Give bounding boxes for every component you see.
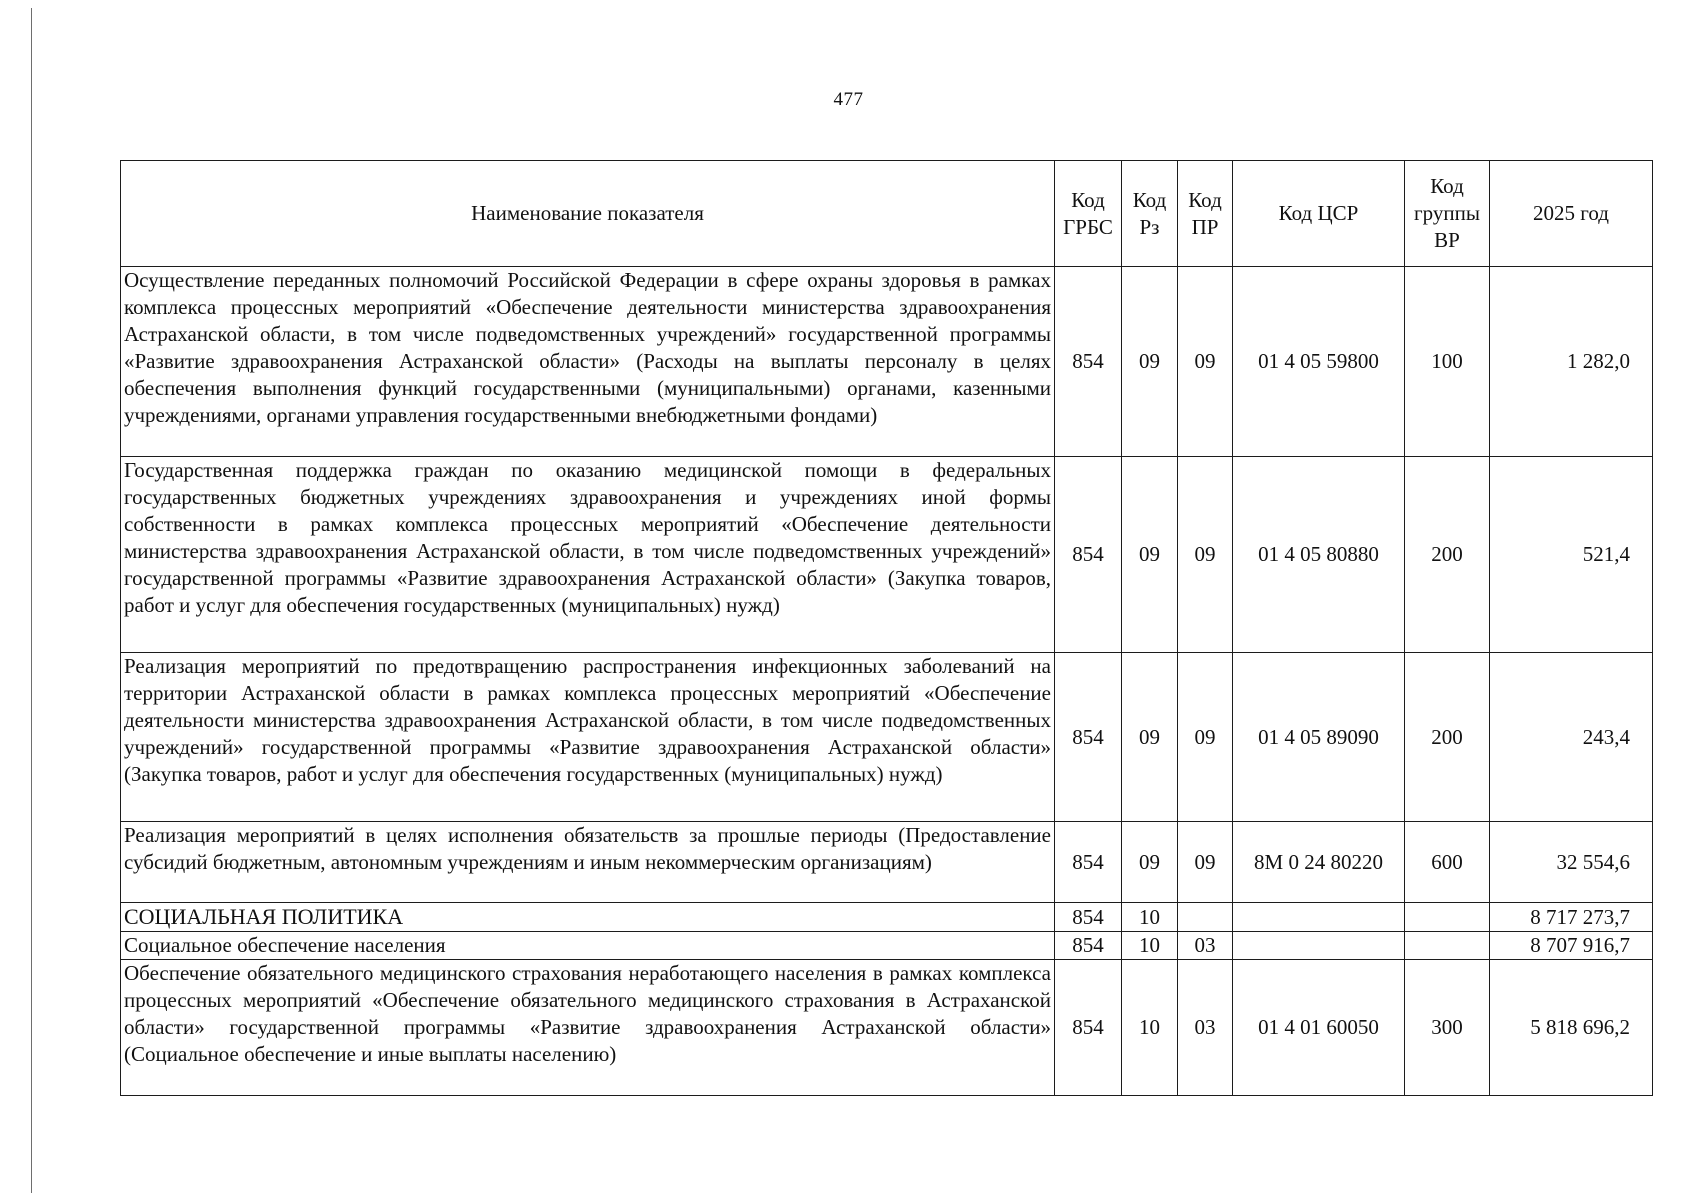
row-pr: 09 bbox=[1178, 457, 1233, 653]
row-csr: 01 4 05 59800 bbox=[1233, 267, 1405, 457]
row-name: Осуществление переданных полномочий Российской Федерации в сфере охраны здоровья в рамках комплекса процессных мероприятий «Обеспечение деятельности министерства здравоохранения Астраханской области, в том числе подведомственных учреждений» государственной программы «Развитие здравоохранения Астраханской области» (Расходы на выплаты персоналу в целях обеспечения выполнения функций государственными (муниципальными) органами, казенными учреждениями, органами управления государственными внебюджетными фондами) bbox=[121, 267, 1055, 457]
row-name: Социальное обеспечение населения bbox=[121, 932, 1055, 960]
row-name: Государственная поддержка граждан по оказанию медицинской помощи в федеральных государственных бюджетных учреждениях здравоохранения и учреждениях иной формы собственности в рамках комплекса процессных мероприятий «Обеспечение деятельности министерства здравоохранения Астраханской области, в том числе подведомственных учреждений» государственной программы «Развитие здравоохранения Астраханской области» (Закупка товаров, работ и услуг для обеспечения государственных (муниципальных) нужд) bbox=[121, 457, 1055, 653]
header-vr: Код группы ВР bbox=[1405, 161, 1490, 267]
row-grbs: 854 bbox=[1055, 932, 1122, 960]
row-grbs: 854 bbox=[1055, 822, 1122, 903]
row-rz: 10 bbox=[1122, 932, 1178, 960]
row-pr: 09 bbox=[1178, 653, 1233, 822]
row-amount: 1 282,0 bbox=[1490, 267, 1653, 457]
row-vr: 300 bbox=[1405, 960, 1490, 1096]
table-row bbox=[121, 932, 1653, 960]
row-vr: 600 bbox=[1405, 822, 1490, 903]
row-csr: 01 4 05 80880 bbox=[1233, 457, 1405, 653]
row-vr: 100 bbox=[1405, 267, 1490, 457]
row-grbs: 854 bbox=[1055, 903, 1122, 932]
row-rz: 09 bbox=[1122, 457, 1178, 653]
row-amount: 243,4 bbox=[1490, 653, 1653, 822]
table-row bbox=[121, 267, 1653, 457]
row-grbs: 854 bbox=[1055, 267, 1122, 457]
header-grbs: Код ГРБС bbox=[1055, 161, 1122, 267]
row-pr: 03 bbox=[1178, 932, 1233, 960]
binding-margin-line bbox=[31, 8, 32, 1193]
row-vr: 200 bbox=[1405, 457, 1490, 653]
row-csr: 01 4 05 89090 bbox=[1233, 653, 1405, 822]
row-pr: 03 bbox=[1178, 960, 1233, 1096]
row-name: Реализация мероприятий в целях исполнения обязательств за прошлые периоды (Предоставление субсидий бюджетным, автономным учреждениям и иным некоммерческим организациям) bbox=[121, 822, 1055, 903]
row-pr: 09 bbox=[1178, 822, 1233, 903]
row-amount: 8 717 273,7 bbox=[1490, 903, 1653, 932]
row-csr bbox=[1233, 903, 1405, 932]
row-amount: 32 554,6 bbox=[1490, 822, 1653, 903]
header-csr: Код ЦСР bbox=[1233, 161, 1405, 267]
table-row bbox=[121, 822, 1653, 903]
row-rz: 09 bbox=[1122, 822, 1178, 903]
row-name: СОЦИАЛЬНАЯ ПОЛИТИКА bbox=[121, 903, 1055, 932]
row-name: Обеспечение обязательного медицинского страхования неработающего населения в рамках комплекса процессных мероприятий «Обеспечение обязательного медицинского страхования в Астраханской области» государственной программы «Развитие здравоохранения Астраханской области» (Социальное обеспечение и иные выплаты населению) bbox=[121, 960, 1055, 1096]
row-rz: 09 bbox=[1122, 653, 1178, 822]
row-vr bbox=[1405, 903, 1490, 932]
row-grbs: 854 bbox=[1055, 960, 1122, 1096]
row-pr: 09 bbox=[1178, 267, 1233, 457]
table-row bbox=[121, 653, 1653, 822]
row-csr bbox=[1233, 932, 1405, 960]
header-year: 2025 год bbox=[1490, 161, 1653, 267]
row-amount: 5 818 696,2 bbox=[1490, 960, 1653, 1096]
header-rz: Код Рз bbox=[1122, 161, 1178, 267]
table-row bbox=[121, 457, 1653, 653]
table-header-row bbox=[121, 161, 1653, 267]
row-csr: 01 4 01 60050 bbox=[1233, 960, 1405, 1096]
budget-table bbox=[120, 160, 1653, 1096]
row-rz: 09 bbox=[1122, 267, 1178, 457]
header-pr: Код ПР bbox=[1178, 161, 1233, 267]
row-rz: 10 bbox=[1122, 960, 1178, 1096]
row-pr bbox=[1178, 903, 1233, 932]
row-vr bbox=[1405, 932, 1490, 960]
row-amount: 8 707 916,7 bbox=[1490, 932, 1653, 960]
table-row bbox=[121, 903, 1653, 932]
header-name: Наименование показателя bbox=[121, 161, 1055, 267]
row-rz: 10 bbox=[1122, 903, 1178, 932]
row-grbs: 854 bbox=[1055, 457, 1122, 653]
page-number: 477 bbox=[833, 89, 864, 110]
row-csr: 8М 0 24 80220 bbox=[1233, 822, 1405, 903]
row-name: Реализация мероприятий по предотвращению распространения инфекционных заболеваний на территории Астраханской области в рамках комплекса процессных мероприятий «Обеспечение деятельности министерства здравоохранения Астраханской области, в том числе подведомственных учреждений» государственной программы «Развитие здравоохранения Астраханской области» (Закупка товаров, работ и услуг для обеспечения государственных (муниципальных) нужд) bbox=[121, 653, 1055, 822]
row-amount: 521,4 bbox=[1490, 457, 1653, 653]
row-vr: 200 bbox=[1405, 653, 1490, 822]
row-grbs: 854 bbox=[1055, 653, 1122, 822]
table-row bbox=[121, 960, 1653, 1096]
